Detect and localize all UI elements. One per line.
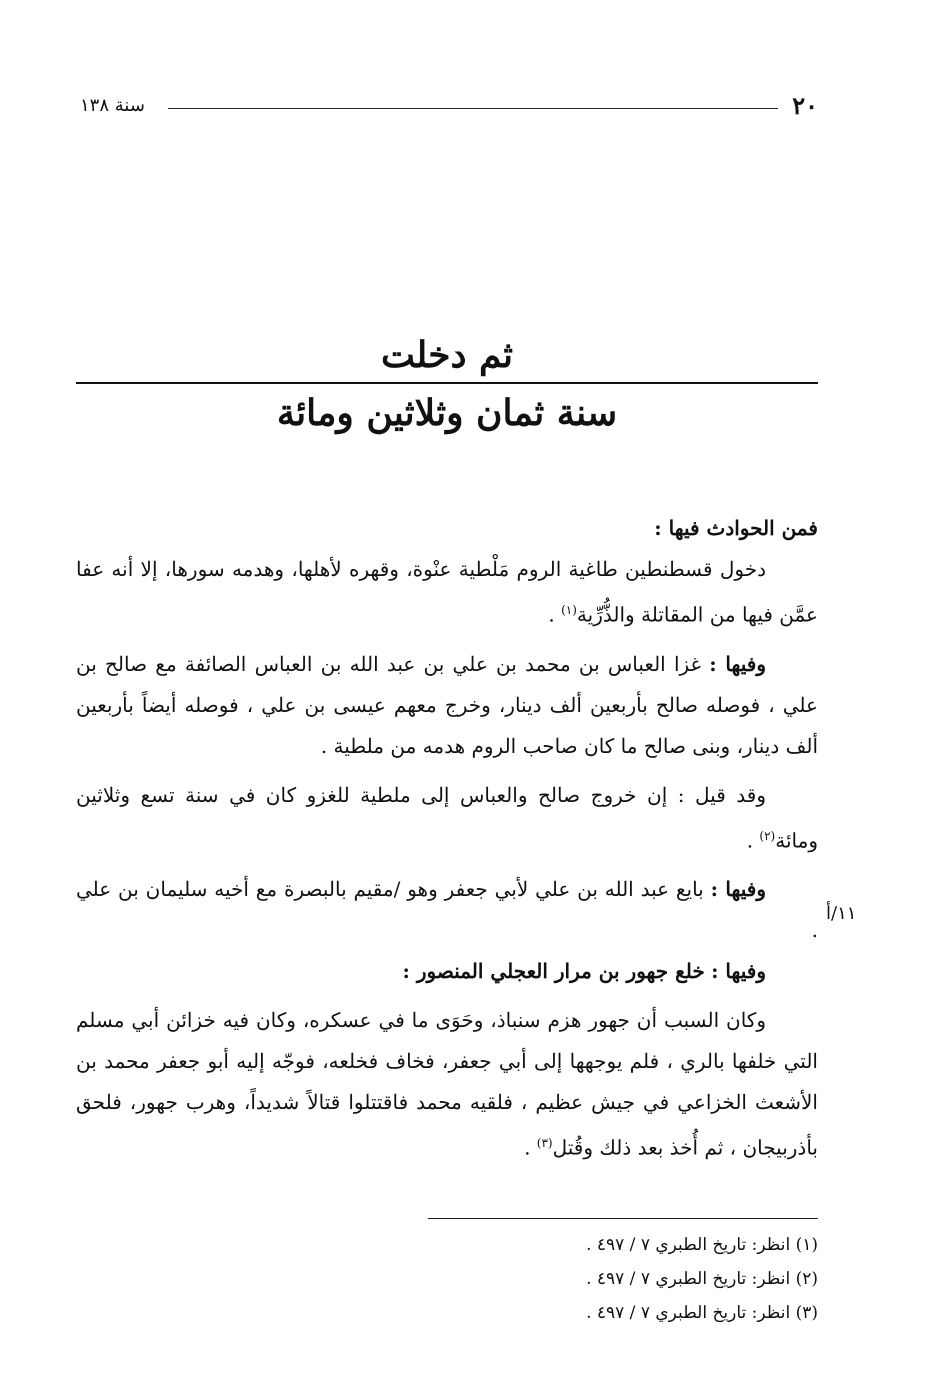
footnote-2: (٢) انظر: تاريخ الطبري ٧ / ٤٩٧ . [586,1269,818,1289]
paragraph-3-text: وقد قيل : إن خروج صالح والعباس إلى ملطية للغزو كان في سنة تسع وثلاثين ومائة [76,782,818,853]
paragraph-4 [76,869,818,951]
chapter-heading [76,330,818,438]
running-header [80,92,818,122]
footnote-rule [428,1218,818,1219]
section-heading: فمن الحوادث فيها : [654,516,818,540]
paragraph-2-lead: وفيها : [709,651,766,676]
running-title: سنة ١٣٨ [80,95,145,116]
paragraph-3: وقد قيل : إن خروج صالح والعباس إلى ملطية للغزو كان في سنة تسع وثلاثين ومائة$^{(٢)}$ . [76,782,818,853]
chapter-divider [76,382,818,384]
page-number: ٢٠ [792,91,818,120]
chapter-heading-line1: ثم دخلت [380,334,514,376]
paragraph-5 [76,951,818,992]
paragraph-2-text: غزا العباس بن محمد بن علي بن عبد الله بن العباس الصائفة مع صالح بن علي ، فوصله صالح بأربعين ألف دينار، وخرج معهم عيسى بن علي ، فوصله أيضاً بأربعين ألف دينار، وبنى صالح ما كان صاحب الروم هدمه من ملطية . [76,651,818,758]
chapter-heading-line2: سنة ثمان وثلاثين ومائة [276,392,618,434]
paragraph-6-text: وكان السبب أن جهور هزم سنباذ، وحَوَى ما في عسكره، وكان فيه خزائن أبي مسلم التي خلفها بالري ، فلم يوجهها إلى أبي جعفر، فخاف فخلعه، فوجّه إليه أبو جعفر محمد بن الأشعث الخزاعي في جيش عظيم ، فلقيه محمد فاقتتلوا قتالاً شديداً، وهرب جهور، فلحق بأذربيجان ، ثم أُخذ بعد ذلك وقُتل [76,1008,818,1160]
main-text [76,508,818,1169]
footnotes [318,1228,818,1330]
paragraph-5-text: خلع جهور بن مرار العجلي المنصور : [402,959,705,984]
paragraph-1-text: دخول قسطنطين طاغية الروم مَلْطية عنْوة، وقهره لأهلها، وهدمه سورها، إلا أنه عفا عمَّن فيها من المقاتلة والذُّرِّية [76,557,818,627]
footnote-1: (١) انظر: تاريخ الطبري ٧ / ٤٩٧ . [586,1235,818,1255]
paragraph-4-lead: وفيها : [710,877,766,902]
paragraph-5-lead: وفيها : [711,959,766,984]
footnote-marker-2: (٢) [759,828,776,843]
footnote-marker-3: (٣) [536,1136,553,1151]
paragraph-1: دخول قسطنطين طاغية الروم مَلْطية عنْوة، وقهره لأهلها، وهدمه سورها، إلا أنه عفا عمَّن فيها من المقاتلة والذُّرِّية$^{(١)}$ . [76,557,818,627]
margin-folio-reference: ١١/أ [826,903,857,924]
paragraph-4-text: بايع عبد الله بن علي لأبي جعفر وهو /مقيم بالبصرة مع أخيه سليمان بن علي . [76,877,818,943]
header-rule [168,108,778,109]
paragraph-2 [76,644,818,767]
footnote-3: (٣) انظر: تاريخ الطبري ٧ / ٤٩٧ . [586,1303,818,1323]
footnote-marker-1: (١) [561,603,577,617]
paragraph-6: وكان السبب أن جهور هزم سنباذ، وحَوَى ما في عسكره، وكان فيه خزائن أبي مسلم التي خلفها بالري ، فلم يوجهها إلى أبي جعفر، فخاف فخلعه، فوجّه إليه أبو جعفر محمد بن الأشعث الخزاعي في جيش عظيم ، فلقيه محمد فاقتتلوا قتالاً شديداً، وهرب جهور، فلحق بأذربيجان ، ثم أُخذ بعد ذلك وقُتل$^{(٣)}$ . [76,1008,818,1160]
